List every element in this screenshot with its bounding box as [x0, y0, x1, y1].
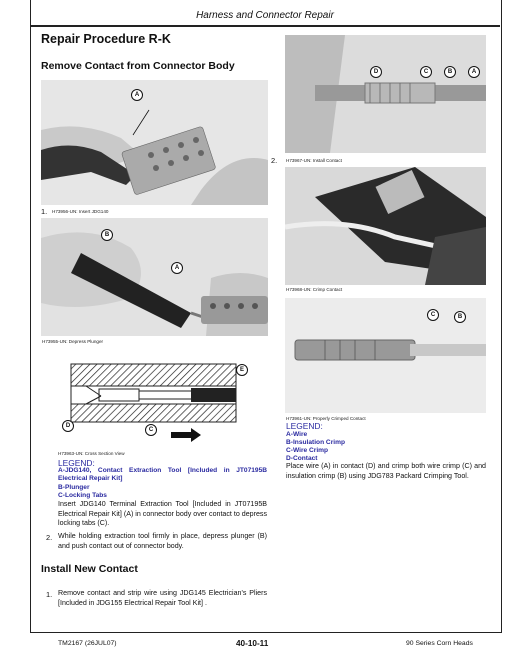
figure-caption-crimped: H73961-UN: Properly Crimped Contact [286, 416, 366, 421]
step-2-number: 2. [46, 533, 53, 542]
footer-page-number: 40-10-11 [236, 639, 269, 648]
section-heading-install: Install New Contact [41, 563, 138, 575]
page-header [30, 10, 500, 26]
legend-left-item-c: C-Locking Tabs [58, 492, 107, 499]
legend-right-item-b: B-Insulation Crimp [286, 439, 345, 446]
photo-insert-tool [41, 80, 268, 205]
instruction-insert-tool: Insert JDG140 Terminal Extraction Tool [Included in JT07195B Electrical Repair Kit] (A) in connector body over contact to depress locking tabs (C). [58, 500, 267, 527]
figure-caption-plunger: H73955-UN: Depress Plunger [42, 339, 104, 344]
figure-number-2: 2. [271, 156, 278, 165]
procedure-title: Repair Procedure R-K [41, 32, 171, 46]
legend-right-item-a: A-Wire [286, 431, 308, 438]
callout-c: C [145, 424, 157, 436]
figure-caption-crimp: H73968-UN: Crimp Contact [286, 287, 343, 292]
step-1-number: 1. [46, 590, 53, 599]
callout-d: D [62, 420, 74, 432]
legend-right-item-c: C-Wire Crimp [286, 447, 329, 454]
figure-number-1: 1. [41, 207, 48, 216]
photo-depress-plunger [41, 218, 268, 336]
callout-a: A [131, 89, 143, 101]
callout-b: B [101, 229, 113, 241]
instruction-step-2: While holding extraction tool firmly in place, depress plunger (B) and push contact out of connector body. [58, 532, 267, 550]
callout-a-3: A [468, 66, 480, 78]
figure-caption-section: H73963-UN: Cross Section View [58, 451, 125, 456]
footer-doc-id: TM2167 (26JUL07) [58, 640, 117, 647]
callout-e: E [236, 364, 248, 376]
legend-left-item-b: B-Plunger [58, 484, 90, 491]
instruction-step-1: Remove contact and strip wire using JDG145 Electrician's Pliers [Included in JDG155 Electrical Repair Tool Kit] . [58, 589, 267, 607]
photo-crimp-contact [285, 167, 486, 285]
callout-b-3: B [454, 311, 466, 323]
figure-caption-2: H73967-UN: Install Contact [286, 158, 342, 163]
figure-caption-1: H73956-UN: Insert JDG140 [52, 209, 109, 214]
callout-b-2: B [444, 66, 456, 78]
legend-left-item-a: A-JDG140, Contact Extraction Tool [Included in JT07195B Electrical Repair Kit] [58, 467, 267, 483]
callout-c-3: C [427, 309, 439, 321]
legend-right-title: LEGEND: [286, 421, 323, 431]
callout-a-2: A [171, 262, 183, 274]
section-heading-remove: Remove Contact from Connector Body [41, 60, 235, 72]
instruction-place-wire: Place wire (A) in contact (D) and crimp both wire crimp (C) and insulation crimp (B) using JDG783 Packard Crimping Tool. [286, 462, 486, 480]
legend-right-item-d: D-Contact [286, 455, 318, 462]
header-title: Harness and Connector Repair [196, 10, 334, 21]
legend-left-title: LEGEND: [58, 458, 95, 468]
callout-d-2: D [370, 66, 382, 78]
photo-install-contact [285, 35, 486, 153]
footer-product: 90 Series Corn Heads [406, 640, 473, 647]
callout-c-2: C [420, 66, 432, 78]
